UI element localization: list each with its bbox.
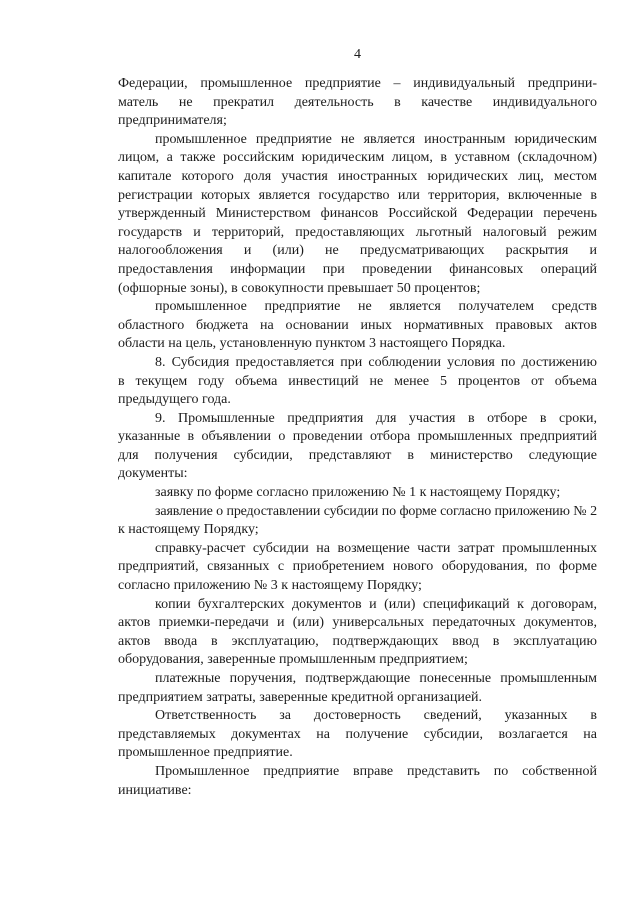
- text-line: Ответственность за достоверность сведений, указанных в: [155, 708, 597, 724]
- text-line: предпринимателя;: [118, 113, 227, 129]
- text-line: в текущем году объема инвестиций не менее 5 процентов от объема: [118, 373, 597, 389]
- text-line: государств и территорий, предоставляющих льготный налоговый режим: [118, 224, 597, 240]
- text-line: платежные поручения, подтверждающие понесенные промышленным: [155, 671, 597, 686]
- text-line: утвержденный Министерством финансов Российской Федерации перечень: [118, 206, 597, 222]
- document-item-accounting-copies: [118, 596, 597, 670]
- text-line: к настоящему Порядку;: [118, 522, 259, 538]
- text-line: представляемых документах на получение субсидии, возлагается на: [118, 726, 597, 742]
- text-line: промышленное предприятие не является иностранным юридическим: [155, 131, 597, 147]
- text-line: согласно приложению № 3 к настоящему Порядку;: [118, 578, 422, 594]
- text-line: инициативе:: [118, 782, 192, 798]
- document-item-calculation: [118, 540, 597, 596]
- text-line: Промышленное предприятие вправе представить по собственной: [155, 763, 597, 779]
- text-line: для получения субсидии, представляют в министерство следующие: [118, 447, 597, 463]
- paragraph-no-other-funding-condition: [118, 298, 597, 354]
- text-line: актов приемки-передачи и (или) универсальных передаточных документов,: [118, 615, 597, 631]
- paragraph-continuation: [118, 75, 597, 131]
- text-line: заявление о предоставлении субсидии по форме согласно приложению № 2: [155, 503, 597, 519]
- text-line: промышленное предприятие не является получателем средств: [155, 299, 597, 315]
- paragraph-offshore-condition: [118, 131, 597, 298]
- text-line: предприятием затраты, заверенные кредитной организацией.: [118, 689, 483, 705]
- text-line: предприятий, связанных с приобретением нового оборудования, по форме: [118, 559, 597, 575]
- document-item-subsidy-request: [118, 503, 597, 540]
- text-line: регистрации которых является государство или территория, включенные в: [118, 187, 597, 203]
- text-line: капитале которого доля участия иностранных юридических лиц, местом: [118, 168, 597, 184]
- text-line: документы:: [118, 466, 188, 482]
- page-number: 4: [354, 47, 361, 62]
- document-body: [118, 75, 597, 800]
- clause-9: [118, 410, 597, 484]
- paragraph-optional-documents: [118, 763, 597, 800]
- text-line: 9. Промышленные предприятия для участия в отборе в сроки,: [155, 410, 597, 426]
- text-line: предыдущего года.: [118, 392, 231, 408]
- text-line: матель не прекратил деятельность в качестве индивидуального: [118, 94, 597, 110]
- text-line: (офшорные зоны), в совокупности превышает 50 процентов;: [118, 280, 481, 296]
- text-line: заявку по форме согласно приложению № 1 к настоящему Порядку;: [155, 485, 561, 501]
- text-line: области на цель, установленную пунктом 3 настоящего Порядка.: [118, 336, 506, 352]
- text-line: указанные в объявлении о проведении отбора промышленных предприятий: [118, 429, 597, 445]
- document-item-application: [118, 484, 597, 503]
- text-line: налогообложения и (или) не предусматривающих раскрытия и: [118, 243, 597, 259]
- document-item-payment-orders: [118, 670, 597, 707]
- clause-8: [118, 354, 597, 410]
- text-line: Федерации, промышленное предприятие – индивидуальный предприни-: [118, 76, 597, 91]
- text-line: лицом, а также российским юридическим лицом, в уставном (складочном): [118, 150, 597, 166]
- text-line: промышленное предприятие.: [118, 745, 293, 761]
- text-line: копии бухгалтерских документов и (или) спецификаций к договорам,: [155, 596, 597, 612]
- text-line: предоставления информации при проведении финансовых операций: [118, 261, 597, 277]
- paragraph-responsibility: [118, 707, 597, 763]
- text-line: 8. Субсидия предоставляется при соблюдении условия по достижению: [155, 354, 597, 370]
- text-line: актов ввода в эксплуатацию, подтверждающих ввод в эксплуатацию: [118, 633, 597, 649]
- text-line: областного бюджета на основании иных нормативных правовых актов: [118, 317, 597, 333]
- text-line: справку-расчет субсидии на возмещение части затрат промышленных: [155, 540, 597, 556]
- text-line: оборудования, заверенные промышленным предприятием;: [118, 652, 468, 668]
